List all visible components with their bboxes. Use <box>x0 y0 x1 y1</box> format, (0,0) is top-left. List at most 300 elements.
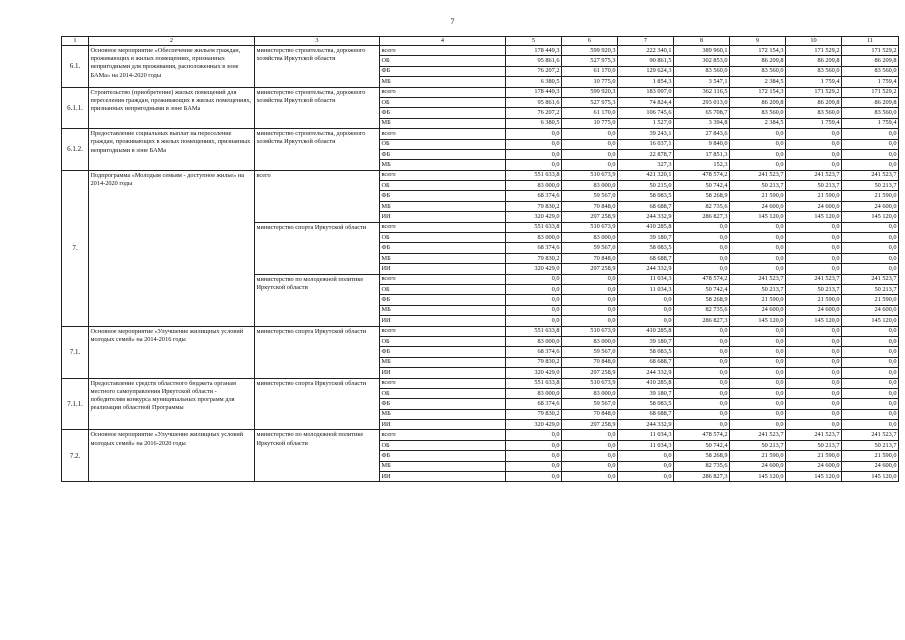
amount-cell: 0,0 <box>842 222 899 232</box>
funding-source: МБ <box>380 305 506 315</box>
amount-cell: 0,0 <box>786 420 842 430</box>
amount-cell: 129 624,3 <box>618 66 674 76</box>
amount-cell: 551 633,8 <box>506 222 562 232</box>
amount-cell: 389 960,1 <box>674 46 730 56</box>
amount-cell: 0,0 <box>674 243 730 253</box>
table-row <box>62 87 899 97</box>
amount-cell: 0,0 <box>674 326 730 336</box>
page-number: 7 <box>450 17 455 26</box>
table-row <box>62 378 899 388</box>
amount-cell: 24 600,0 <box>842 201 899 211</box>
amount-cell: 22 878,7 <box>618 149 674 159</box>
funding-source: всего <box>380 274 506 284</box>
amount-cell: 95 861,6 <box>506 56 562 66</box>
amount-cell: 510 673,9 <box>562 326 618 336</box>
amount-cell: 551 633,8 <box>506 378 562 388</box>
amount-cell: 0,0 <box>506 472 562 482</box>
amount-cell: 83 000,0 <box>562 233 618 243</box>
amount-cell: 320 429,0 <box>506 420 562 430</box>
amount-cell: 241 523,7 <box>730 274 786 284</box>
amount-cell: 0,0 <box>786 264 842 274</box>
amount-cell: 0,0 <box>674 347 730 357</box>
amount-cell: 241 523,7 <box>842 430 899 440</box>
amount-cell: 0,0 <box>786 326 842 336</box>
amount-cell: 79 830,2 <box>506 409 562 419</box>
amount-cell: 293 013,0 <box>674 97 730 107</box>
amount-cell: 11 034,3 <box>618 440 674 450</box>
amount-cell: 2 384,5 <box>730 118 786 128</box>
amount-cell: 551 633,8 <box>506 326 562 336</box>
section-name: Подпрограмма «Молодым семьям - доступное жилье» на 2014-2020 годы <box>89 170 255 326</box>
amount-cell: 145 120,0 <box>842 212 899 222</box>
amount-cell: 0,0 <box>674 420 730 430</box>
amount-cell: 0,0 <box>562 295 618 305</box>
amount-cell: 61 170,0 <box>562 66 618 76</box>
amount-cell: 551 633,8 <box>506 170 562 180</box>
amount-cell: 297 258,9 <box>562 368 618 378</box>
amount-cell: 1 759,4 <box>786 77 842 87</box>
amount-cell: 21 590,0 <box>842 295 899 305</box>
amount-cell: 145 120,0 <box>786 316 842 326</box>
section-name: Основное мероприятие «Улучшение жилищных условий молодых семей» на 2014-2016 годы <box>89 326 255 378</box>
amount-cell: 0,0 <box>562 316 618 326</box>
amount-cell: 10 775,0 <box>562 118 618 128</box>
amount-cell: 145 120,0 <box>730 472 786 482</box>
column-header: 4 <box>380 37 506 46</box>
amount-cell: 83 560,0 <box>674 66 730 76</box>
amount-cell: 0,0 <box>618 295 674 305</box>
amount-cell: 1 527,0 <box>618 118 674 128</box>
funding-source: ИИ <box>380 472 506 482</box>
amount-cell: 0,0 <box>842 129 899 139</box>
column-header: 2 <box>89 37 255 46</box>
funding-source: ФБ <box>380 399 506 409</box>
funding-source: ОБ <box>380 97 506 107</box>
funding-source: всего <box>380 129 506 139</box>
amount-cell: 50 213,7 <box>842 284 899 294</box>
amount-cell: 0,0 <box>842 160 899 170</box>
amount-cell: 24 600,0 <box>786 201 842 211</box>
column-header: 6 <box>562 37 618 46</box>
amount-cell: 83 000,0 <box>562 388 618 398</box>
amount-cell: 0,0 <box>506 451 562 461</box>
section-code: 6.1. <box>62 46 89 88</box>
amount-cell: 0,0 <box>506 316 562 326</box>
amount-cell: 10 775,0 <box>562 77 618 87</box>
amount-cell: 50 215,0 <box>618 181 674 191</box>
amount-cell: 0,0 <box>842 399 899 409</box>
amount-cell: 50 213,7 <box>786 284 842 294</box>
amount-cell: 0,0 <box>786 149 842 159</box>
amount-cell: 21 590,0 <box>730 191 786 201</box>
amount-cell: 74 824,4 <box>618 97 674 107</box>
amount-cell: 327,3 <box>618 160 674 170</box>
funding-source: всего <box>380 326 506 336</box>
amount-cell: 68 374,6 <box>506 191 562 201</box>
amount-cell: 68 374,6 <box>506 347 562 357</box>
amount-cell: 21 590,0 <box>842 451 899 461</box>
amount-cell: 50 213,7 <box>786 181 842 191</box>
amount-cell: 70 848,0 <box>562 253 618 263</box>
amount-cell: 421 320,1 <box>618 170 674 180</box>
amount-cell: 0,0 <box>618 461 674 471</box>
amount-cell: 178 449,3 <box>506 87 562 97</box>
amount-cell: 11 034,3 <box>618 274 674 284</box>
section-code: 6.1.2. <box>62 129 89 171</box>
amount-cell: 50 213,7 <box>730 440 786 450</box>
funding-source: всего <box>380 222 506 232</box>
amount-cell: 1 759,4 <box>842 77 899 87</box>
amount-cell: 50 742,4 <box>674 181 730 191</box>
amount-cell: 410 285,8 <box>618 326 674 336</box>
column-header: 5 <box>506 37 562 46</box>
funding-source: ОБ <box>380 440 506 450</box>
section-name: Строительство (приобретение) жилых помещений для переселения граждан, проживающих в жилых помещениях, признанных непригодными в зоне БАМа <box>89 87 255 129</box>
amount-cell: 39 180,7 <box>618 233 674 243</box>
amount-cell: 320 429,0 <box>506 212 562 222</box>
amount-cell: 145 120,0 <box>730 316 786 326</box>
amount-cell: 68 688,7 <box>618 409 674 419</box>
amount-cell: 0,0 <box>506 305 562 315</box>
amount-cell: 241 523,7 <box>730 430 786 440</box>
amount-cell: 83 560,0 <box>842 108 899 118</box>
amount-cell: 241 523,7 <box>730 170 786 180</box>
amount-cell: 21 590,0 <box>842 191 899 201</box>
funding-source: ФБ <box>380 451 506 461</box>
amount-cell: 0,0 <box>730 336 786 346</box>
amount-cell: 68 374,6 <box>506 243 562 253</box>
amount-cell: 0,0 <box>730 388 786 398</box>
amount-cell: 68 374,6 <box>506 399 562 409</box>
amount-cell: 24 600,0 <box>786 305 842 315</box>
responsible-executor: министерство по молодежной политике Иркутской области <box>255 274 380 326</box>
amount-cell: 90 861,5 <box>618 56 674 66</box>
amount-cell: 244 332,9 <box>618 368 674 378</box>
amount-cell: 24 600,0 <box>730 305 786 315</box>
amount-cell: 83 000,0 <box>506 388 562 398</box>
amount-cell: 79 830,2 <box>506 357 562 367</box>
amount-cell: 0,0 <box>562 440 618 450</box>
amount-cell: 0,0 <box>506 129 562 139</box>
section-name: Предоставление средств областного бюджета органам местного самоуправления Иркутской области - победителям конкурса муниципальных программ для реализации областной Программы <box>89 378 255 430</box>
amount-cell: 0,0 <box>674 409 730 419</box>
amount-cell: 58 268,9 <box>674 451 730 461</box>
amount-cell: 0,0 <box>674 388 730 398</box>
amount-cell: 0,0 <box>730 399 786 409</box>
responsible-executor: министерство строительства, дорожного хозяйства Иркутской области <box>255 129 380 171</box>
amount-cell: 0,0 <box>842 357 899 367</box>
amount-cell: 244 332,9 <box>618 264 674 274</box>
amount-cell: 0,0 <box>842 347 899 357</box>
section-code: 7.1.1. <box>62 378 89 430</box>
funding-source: ФБ <box>380 108 506 118</box>
amount-cell: 50 213,7 <box>842 181 899 191</box>
amount-cell: 0,0 <box>674 378 730 388</box>
amount-cell: 83 560,0 <box>842 66 899 76</box>
funding-source: ИИ <box>380 368 506 378</box>
section-code: 7.2. <box>62 430 89 482</box>
table-row <box>62 46 899 56</box>
amount-cell: 0,0 <box>674 368 730 378</box>
funding-source: всего <box>380 378 506 388</box>
amount-cell: 0,0 <box>786 233 842 243</box>
amount-cell: 478 574,2 <box>674 430 730 440</box>
amount-cell: 527 975,3 <box>562 56 618 66</box>
amount-cell: 24 600,0 <box>730 461 786 471</box>
column-header: 10 <box>786 37 842 46</box>
amount-cell: 59 567,0 <box>562 243 618 253</box>
column-header: 1 <box>62 37 89 46</box>
amount-cell: 21 590,0 <box>730 451 786 461</box>
amount-cell: 0,0 <box>786 368 842 378</box>
amount-cell: 320 429,0 <box>506 264 562 274</box>
amount-cell: 178 449,3 <box>506 46 562 56</box>
amount-cell: 152,3 <box>674 160 730 170</box>
amount-cell: 86 209,8 <box>786 97 842 107</box>
section-name: Предоставление социальных выплат на переселение граждан, проживающих в жилых помещениях, признанных непригодными в зоне БАМа <box>89 129 255 171</box>
table-row <box>62 170 899 180</box>
amount-cell: 6 380,5 <box>506 118 562 128</box>
amount-cell: 76 207,2 <box>506 108 562 118</box>
amount-cell: 39 180,7 <box>618 336 674 346</box>
amount-cell: 145 120,0 <box>786 212 842 222</box>
amount-cell: 0,0 <box>730 357 786 367</box>
amount-cell: 0,0 <box>786 160 842 170</box>
amount-cell: 222 340,1 <box>618 46 674 56</box>
amount-cell: 61 170,0 <box>562 108 618 118</box>
amount-cell: 599 920,3 <box>562 46 618 56</box>
amount-cell: 0,0 <box>562 461 618 471</box>
funding-source: МБ <box>380 461 506 471</box>
responsible-executor: министерство строительства, дорожного хозяйства Иркутской области <box>255 46 380 88</box>
amount-cell: 83 560,0 <box>786 66 842 76</box>
amount-cell: 82 735,6 <box>674 461 730 471</box>
amount-cell: 0,0 <box>786 409 842 419</box>
amount-cell: 145 120,0 <box>730 212 786 222</box>
amount-cell: 478 574,2 <box>674 274 730 284</box>
amount-cell: 0,0 <box>618 316 674 326</box>
amount-cell: 68 688,7 <box>618 253 674 263</box>
amount-cell: 0,0 <box>730 347 786 357</box>
funding-source: ФБ <box>380 66 506 76</box>
amount-cell: 86 209,8 <box>842 97 899 107</box>
amount-cell: 171 529,2 <box>842 46 899 56</box>
amount-cell: 0,0 <box>618 472 674 482</box>
amount-cell: 244 332,9 <box>618 212 674 222</box>
amount-cell: 27 843,6 <box>674 129 730 139</box>
column-header: 3 <box>255 37 380 46</box>
amount-cell: 286 827,3 <box>674 316 730 326</box>
amount-cell: 0,0 <box>562 451 618 461</box>
amount-cell: 0,0 <box>786 378 842 388</box>
amount-cell: 50 213,7 <box>730 181 786 191</box>
amount-cell: 24 600,0 <box>842 305 899 315</box>
amount-cell: 39 180,7 <box>618 388 674 398</box>
amount-cell: 171 529,2 <box>842 87 899 97</box>
amount-cell: 0,0 <box>842 243 899 253</box>
funding-source: ФБ <box>380 243 506 253</box>
amount-cell: 241 523,7 <box>786 170 842 180</box>
amount-cell: 70 848,0 <box>562 409 618 419</box>
amount-cell: 0,0 <box>730 264 786 274</box>
amount-cell: 1 759,4 <box>786 118 842 128</box>
amount-cell: 0,0 <box>562 160 618 170</box>
amount-cell: 58 083,5 <box>618 347 674 357</box>
amount-cell: 510 673,9 <box>562 378 618 388</box>
amount-cell: 0,0 <box>562 284 618 294</box>
amount-cell: 0,0 <box>730 129 786 139</box>
funding-source: ФБ <box>380 295 506 305</box>
amount-cell: 68 688,7 <box>618 201 674 211</box>
amount-cell: 3 394,8 <box>674 118 730 128</box>
amount-cell: 76 207,2 <box>506 66 562 76</box>
column-header: 8 <box>674 37 730 46</box>
amount-cell: 0,0 <box>786 253 842 263</box>
amount-cell: 0,0 <box>786 347 842 357</box>
column-number-row <box>62 37 899 46</box>
amount-cell: 241 523,7 <box>786 430 842 440</box>
funding-source: ОБ <box>380 56 506 66</box>
amount-cell: 0,0 <box>786 399 842 409</box>
amount-cell: 0,0 <box>730 420 786 430</box>
amount-cell: 68 688,7 <box>618 357 674 367</box>
responsible-executor: министерство спорта Иркутской области <box>255 378 380 430</box>
amount-cell: 50 742,4 <box>674 440 730 450</box>
amount-cell: 0,0 <box>674 233 730 243</box>
amount-cell: 410 285,8 <box>618 222 674 232</box>
amount-cell: 0,0 <box>618 305 674 315</box>
column-header: 11 <box>842 37 899 46</box>
funding-source: ОБ <box>380 336 506 346</box>
funding-source: ИИ <box>380 212 506 222</box>
funding-source: ОБ <box>380 233 506 243</box>
amount-cell: 0,0 <box>674 336 730 346</box>
funding-source: МБ <box>380 160 506 170</box>
funding-source: МБ <box>380 409 506 419</box>
amount-cell: 145 120,0 <box>842 472 899 482</box>
amount-cell: 0,0 <box>842 378 899 388</box>
amount-cell: 0,0 <box>562 129 618 139</box>
amount-cell: 58 268,9 <box>674 191 730 201</box>
amount-cell: 0,0 <box>562 274 618 284</box>
amount-cell: 0,0 <box>842 368 899 378</box>
amount-cell: 1 854,3 <box>618 77 674 87</box>
amount-cell: 145 120,0 <box>842 316 899 326</box>
amount-cell: 510 673,9 <box>562 222 618 232</box>
funding-source: всего <box>380 87 506 97</box>
amount-cell: 0,0 <box>842 336 899 346</box>
amount-cell: 0,0 <box>506 430 562 440</box>
amount-cell: 39 243,1 <box>618 129 674 139</box>
amount-cell: 297 258,9 <box>562 212 618 222</box>
amount-cell: 0,0 <box>562 305 618 315</box>
amount-cell: 527 975,3 <box>562 97 618 107</box>
amount-cell: 82 735,6 <box>674 201 730 211</box>
amount-cell: 0,0 <box>842 326 899 336</box>
amount-cell: 244 332,9 <box>618 420 674 430</box>
amount-cell: 0,0 <box>562 139 618 149</box>
amount-cell: 2 384,5 <box>730 77 786 87</box>
funding-source: ОБ <box>380 139 506 149</box>
funding-source: МБ <box>380 253 506 263</box>
amount-cell: 21 590,0 <box>786 191 842 201</box>
funding-source: ФБ <box>380 191 506 201</box>
amount-cell: 0,0 <box>506 149 562 159</box>
responsible-executor: министерство строительства, дорожного хозяйства Иркутской области <box>255 87 380 129</box>
amount-cell: 302 853,0 <box>674 56 730 66</box>
amount-cell: 0,0 <box>562 472 618 482</box>
amount-cell: 106 745,6 <box>618 108 674 118</box>
table-row <box>62 129 899 139</box>
amount-cell: 59 567,0 <box>562 399 618 409</box>
amount-cell: 0,0 <box>730 409 786 419</box>
amount-cell: 171 529,2 <box>786 46 842 56</box>
amount-cell: 83 000,0 <box>506 233 562 243</box>
responsible-executor: министерство спорта Иркутской области <box>255 326 380 378</box>
amount-cell: 95 861,6 <box>506 97 562 107</box>
amount-cell: 86 209,8 <box>730 97 786 107</box>
funding-source: ИИ <box>380 264 506 274</box>
amount-cell: 0,0 <box>786 129 842 139</box>
amount-cell: 86 209,8 <box>730 56 786 66</box>
amount-cell: 510 673,9 <box>562 170 618 180</box>
table-row <box>62 326 899 336</box>
funding-source: МБ <box>380 77 506 87</box>
amount-cell: 1 759,4 <box>842 118 899 128</box>
amount-cell: 65 708,7 <box>674 108 730 118</box>
table-body <box>62 37 899 482</box>
amount-cell: 0,0 <box>786 336 842 346</box>
amount-cell: 59 567,0 <box>562 347 618 357</box>
amount-cell: 0,0 <box>842 264 899 274</box>
budget-table <box>61 36 899 482</box>
amount-cell: 58 083,5 <box>618 399 674 409</box>
amount-cell: 0,0 <box>674 399 730 409</box>
funding-source: ФБ <box>380 149 506 159</box>
funding-source: ОБ <box>380 388 506 398</box>
amount-cell: 79 830,2 <box>506 253 562 263</box>
amount-cell: 0,0 <box>674 253 730 263</box>
amount-cell: 0,0 <box>562 430 618 440</box>
amount-cell: 0,0 <box>786 243 842 253</box>
amount-cell: 11 034,3 <box>618 430 674 440</box>
section-code: 7.1. <box>62 326 89 378</box>
funding-source: ИИ <box>380 420 506 430</box>
column-header: 7 <box>618 37 674 46</box>
amount-cell: 0,0 <box>674 222 730 232</box>
amount-cell: 58 268,9 <box>674 295 730 305</box>
amount-cell: 0,0 <box>786 357 842 367</box>
amount-cell: 183 097,0 <box>618 87 674 97</box>
amount-cell: 83 560,0 <box>786 108 842 118</box>
amount-cell: 0,0 <box>842 149 899 159</box>
funding-source: ФБ <box>380 347 506 357</box>
amount-cell: 0,0 <box>506 295 562 305</box>
amount-cell: 83 000,0 <box>506 181 562 191</box>
section-name: Основное мероприятие «Улучшение жилищных условий молодых семей» на 2016-2020 годы <box>89 430 255 482</box>
amount-cell: 70 848,0 <box>562 201 618 211</box>
amount-cell: 0,0 <box>730 139 786 149</box>
amount-cell: 0,0 <box>786 139 842 149</box>
funding-source: всего <box>380 430 506 440</box>
funding-source: МБ <box>380 118 506 128</box>
amount-cell: 21 590,0 <box>730 295 786 305</box>
amount-cell: 0,0 <box>506 440 562 450</box>
responsible-executor: министерство спорта Иркутской области <box>255 222 380 274</box>
amount-cell: 0,0 <box>842 388 899 398</box>
funding-source: ОБ <box>380 181 506 191</box>
funding-source: ОБ <box>380 284 506 294</box>
